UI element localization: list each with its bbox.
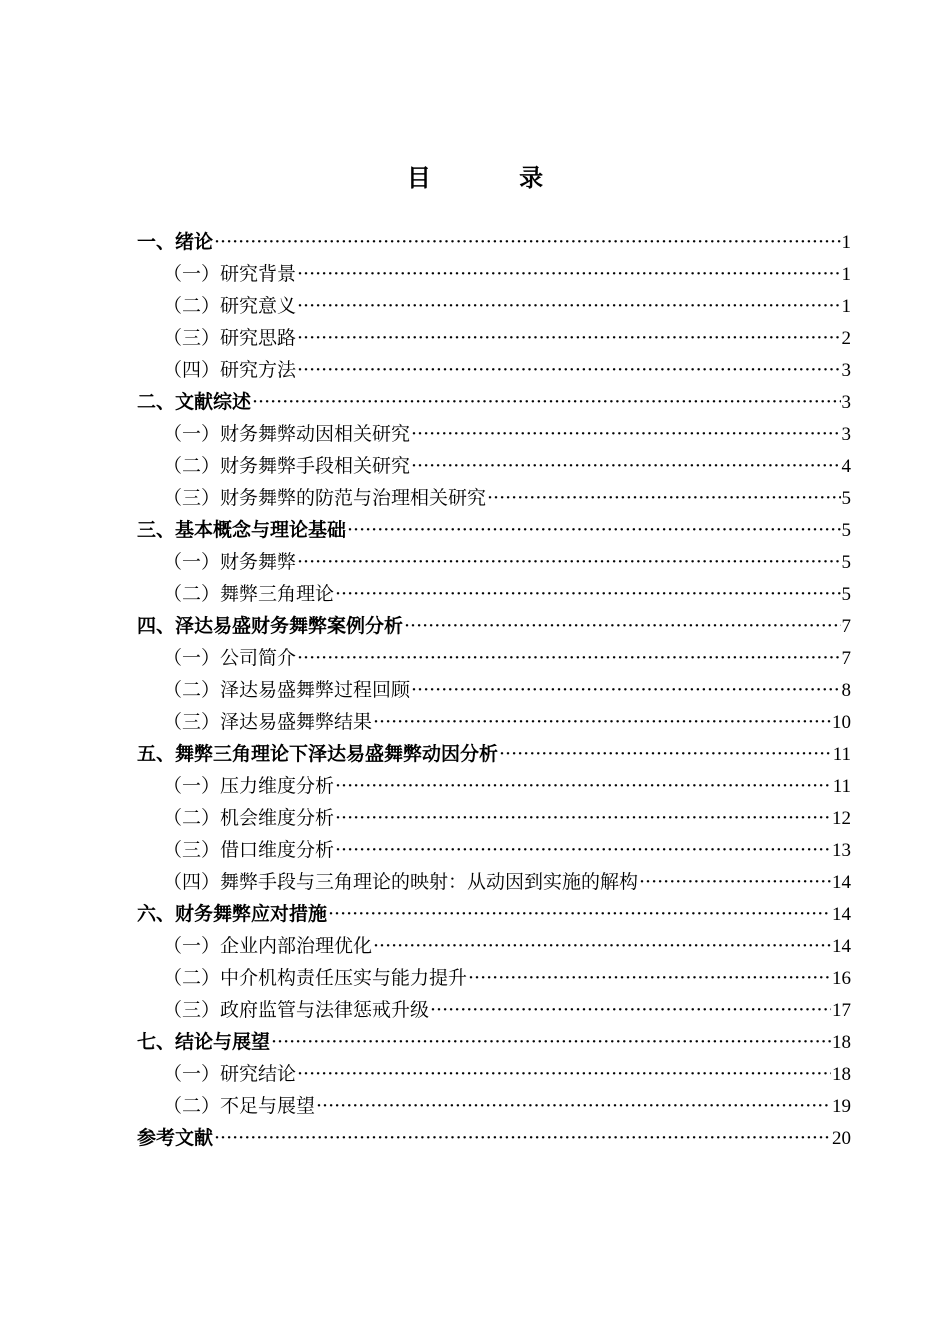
toc-page-number: 5 bbox=[841, 520, 851, 541]
toc-page-number: 8 bbox=[841, 680, 851, 701]
toc-chapter-entry[interactable] bbox=[137, 1026, 851, 1058]
toc-page-number: 14 bbox=[832, 936, 851, 957]
dot-leader bbox=[271, 1026, 831, 1058]
dot-leader bbox=[297, 1058, 831, 1090]
toc-page-number: 19 bbox=[832, 1096, 851, 1117]
toc-section-entry[interactable] bbox=[137, 418, 851, 450]
toc-chapter-entry[interactable] bbox=[137, 738, 851, 770]
toc-chapter-entry[interactable] bbox=[137, 898, 851, 930]
toc-entry-label: （三）财务舞弊的防范与治理相关研究 bbox=[163, 487, 487, 509]
dot-leader bbox=[335, 578, 840, 610]
toc-entry-label: （二）中介机构责任压实与能力提升 bbox=[163, 967, 468, 989]
toc-page-number: 3 bbox=[841, 360, 851, 381]
dot-leader bbox=[487, 482, 840, 514]
dot-leader bbox=[328, 898, 831, 930]
toc-section-entry[interactable] bbox=[137, 706, 851, 738]
toc-page-number: 4 bbox=[841, 456, 851, 477]
toc-section-entry[interactable] bbox=[137, 482, 851, 514]
toc-section-entry[interactable] bbox=[137, 930, 851, 962]
toc-page-number: 18 bbox=[832, 1032, 851, 1053]
toc-page-number: 5 bbox=[841, 584, 851, 605]
toc-entry-label: （三）政府监管与法律惩戒升级 bbox=[163, 999, 430, 1021]
toc-section-entry[interactable] bbox=[137, 962, 851, 994]
dot-leader bbox=[297, 546, 840, 578]
toc-section-entry[interactable] bbox=[137, 290, 851, 322]
toc-page-number: 3 bbox=[841, 424, 851, 445]
dot-leader bbox=[411, 674, 840, 706]
toc-section-entry[interactable] bbox=[137, 674, 851, 706]
toc-entry-label: （四）研究方法 bbox=[163, 359, 297, 381]
dot-leader bbox=[214, 1122, 831, 1154]
toc-entry-label: 三、基本概念与理论基础 bbox=[137, 519, 347, 541]
toc-chapter-entry[interactable] bbox=[137, 226, 851, 258]
toc-section-entry[interactable] bbox=[137, 546, 851, 578]
toc-page-number: 13 bbox=[832, 840, 851, 861]
toc-entry-label: （一）压力维度分析 bbox=[163, 775, 335, 797]
toc-entry-label: （一）公司简介 bbox=[163, 647, 297, 669]
dot-leader bbox=[335, 802, 831, 834]
toc-section-entry[interactable] bbox=[137, 322, 851, 354]
toc-entry-label: 参考文献 bbox=[137, 1127, 214, 1149]
dot-leader bbox=[297, 354, 840, 386]
toc-entry-label: （一）企业内部治理优化 bbox=[163, 935, 373, 957]
toc-page-number: 11 bbox=[832, 744, 851, 765]
dot-leader bbox=[373, 930, 831, 962]
toc-page-number: 3 bbox=[841, 392, 851, 413]
toc-entry-label: （二）机会维度分析 bbox=[163, 807, 335, 829]
toc-entry-label: （一）财务舞弊 bbox=[163, 551, 297, 573]
toc-page-number: 17 bbox=[832, 1000, 851, 1021]
toc-page-number: 11 bbox=[832, 776, 851, 797]
dot-leader bbox=[316, 1090, 831, 1122]
toc-entry-label: （一）财务舞弊动因相关研究 bbox=[163, 423, 411, 445]
dot-leader bbox=[468, 962, 831, 994]
dot-leader bbox=[335, 834, 831, 866]
dot-leader bbox=[335, 770, 832, 802]
toc-page-number: 5 bbox=[841, 552, 851, 573]
dot-leader bbox=[297, 290, 840, 322]
toc-section-entry[interactable] bbox=[137, 866, 851, 898]
dot-leader bbox=[297, 322, 840, 354]
toc-entry-label: （三）借口维度分析 bbox=[163, 839, 335, 861]
toc-entry-label: （二）不足与展望 bbox=[163, 1095, 316, 1117]
toc-entry-label: （二）研究意义 bbox=[163, 295, 297, 317]
dot-leader bbox=[297, 642, 840, 674]
toc-page-number: 7 bbox=[841, 648, 851, 669]
dot-leader bbox=[430, 994, 831, 1026]
dot-leader bbox=[499, 738, 832, 770]
toc-section-entry[interactable] bbox=[137, 770, 851, 802]
toc-section-entry[interactable] bbox=[137, 802, 851, 834]
toc-page-number: 10 bbox=[832, 712, 851, 733]
toc-page-number: 20 bbox=[832, 1128, 851, 1149]
toc-section-entry[interactable] bbox=[137, 450, 851, 482]
dot-leader bbox=[411, 450, 840, 482]
toc-page-number: 14 bbox=[832, 872, 851, 893]
toc-page-number: 5 bbox=[841, 488, 851, 509]
toc-section-entry[interactable] bbox=[137, 834, 851, 866]
dot-leader bbox=[373, 706, 831, 738]
dot-leader bbox=[404, 610, 840, 642]
toc-entry-label: （一）研究结论 bbox=[163, 1063, 297, 1085]
toc-entry-label: 二、文献综述 bbox=[137, 391, 252, 413]
toc-entry-label: 五、舞弊三角理论下泽达易盛舞弊动因分析 bbox=[137, 743, 499, 765]
toc-entry-label: （二）财务舞弊手段相关研究 bbox=[163, 455, 411, 477]
toc-section-entry[interactable] bbox=[137, 354, 851, 386]
dot-leader bbox=[297, 258, 840, 290]
toc-page-number: 1 bbox=[841, 296, 851, 317]
toc-chapter-entry[interactable] bbox=[137, 610, 851, 642]
toc-entry-label: 六、财务舞弊应对措施 bbox=[137, 903, 328, 925]
toc-entry-label: （二）舞弊三角理论 bbox=[163, 583, 335, 605]
page-title: 目 录 bbox=[406, 163, 584, 192]
toc-chapter-entry[interactable] bbox=[137, 1122, 851, 1154]
dot-leader bbox=[214, 226, 840, 258]
toc-section-entry[interactable] bbox=[137, 578, 851, 610]
toc-section-entry[interactable] bbox=[137, 642, 851, 674]
toc-page-number: 12 bbox=[832, 808, 851, 829]
toc-page-number: 1 bbox=[841, 264, 851, 285]
toc-section-entry[interactable] bbox=[137, 1090, 851, 1122]
dot-leader bbox=[639, 866, 831, 898]
toc-entry-label: 一、绪论 bbox=[137, 231, 214, 253]
toc-section-entry[interactable] bbox=[137, 258, 851, 290]
toc-entry-label: （三）泽达易盛舞弊结果 bbox=[163, 711, 373, 733]
toc-chapter-entry[interactable] bbox=[137, 514, 851, 546]
toc-page-number: 2 bbox=[841, 328, 851, 349]
toc-section-entry[interactable] bbox=[137, 1058, 851, 1090]
toc-entry-label: （四）舞弊手段与三角理论的映射：从动因到实施的解构 bbox=[163, 871, 639, 893]
toc-entry-label: 七、结论与展望 bbox=[137, 1031, 271, 1053]
toc-page-number: 14 bbox=[832, 904, 851, 925]
dot-leader bbox=[252, 386, 840, 418]
toc-entry-label: （二）泽达易盛舞弊过程回顾 bbox=[163, 679, 411, 701]
toc-page-number: 16 bbox=[832, 968, 851, 989]
table-of-contents bbox=[137, 226, 851, 1154]
toc-page-number: 7 bbox=[841, 616, 851, 637]
toc-page-number: 1 bbox=[841, 232, 851, 253]
toc-section-entry[interactable] bbox=[137, 994, 851, 1026]
toc-entry-label: （三）研究思路 bbox=[163, 327, 297, 349]
toc-page-number: 18 bbox=[832, 1064, 851, 1085]
toc-entry-label: （一）研究背景 bbox=[163, 263, 297, 285]
dot-leader bbox=[411, 418, 840, 450]
toc-chapter-entry[interactable] bbox=[137, 386, 851, 418]
dot-leader bbox=[347, 514, 840, 546]
toc-entry-label: 四、泽达易盛财务舞弊案例分析 bbox=[137, 615, 404, 637]
